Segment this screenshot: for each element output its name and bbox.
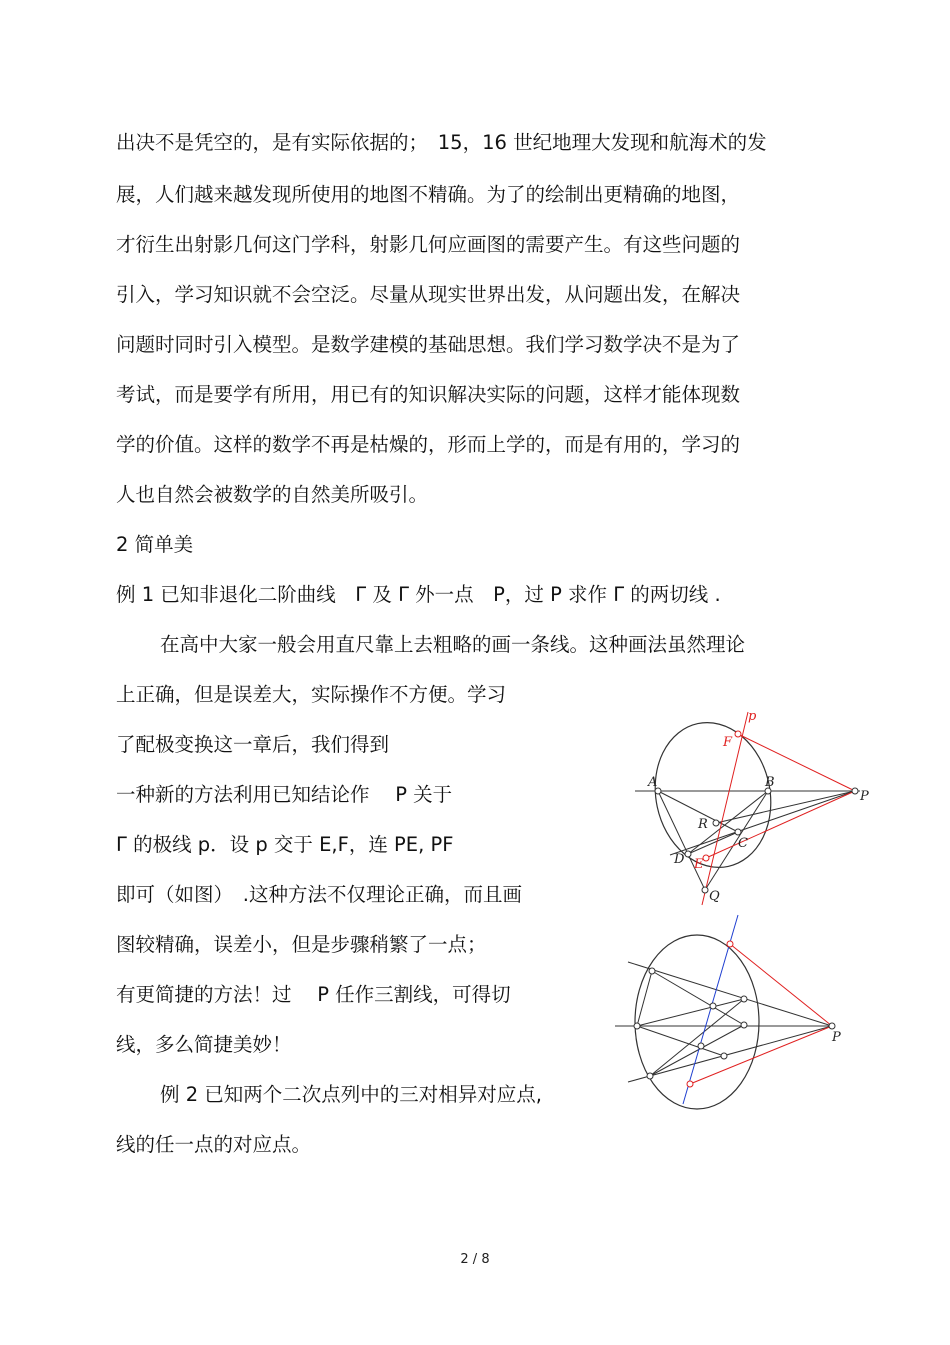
label-E: E bbox=[694, 857, 704, 872]
body-line: 即可（如图） .这种方法不仅理论正确，而且画 bbox=[116, 883, 522, 906]
paragraph-line: 才衍生出射影几何这门学科，射影几何应画图的需要产生。有这些问题的 bbox=[116, 233, 741, 256]
paragraph-line: 学的价值。这样的数学不再是枯燥的，形而上学的，而是有用的，学习的 bbox=[116, 433, 741, 456]
body-line: 了配极变换这一章后，我们得到 bbox=[116, 733, 390, 756]
intersection-point bbox=[710, 1003, 716, 1009]
label-R: R bbox=[698, 817, 708, 832]
label-A: A bbox=[648, 775, 658, 790]
conic-point bbox=[634, 1023, 640, 1029]
body-line: 线，多么简捷美妙！ bbox=[116, 1033, 292, 1056]
secant-line bbox=[716, 791, 855, 823]
point-E bbox=[703, 855, 709, 861]
paragraph-line: 出决不是凭空的，是有实际依据的； 15，16 世纪地理大发现和航海术的发 bbox=[116, 131, 767, 154]
paragraph-line: 展，人们越来越发现所使用的地图不精确。为了的绘制出更精确的地图， bbox=[116, 183, 741, 206]
three-secant-figure bbox=[610, 912, 870, 1112]
secant-line bbox=[628, 1026, 832, 1082]
secant-line bbox=[652, 971, 744, 1025]
label-C: C bbox=[738, 836, 748, 851]
secant-line bbox=[658, 791, 705, 890]
body-line: 一种新的方法利用已知结论作 P 关于 bbox=[116, 783, 453, 806]
point-F bbox=[735, 731, 741, 737]
point-Q bbox=[702, 887, 708, 893]
label-p: p bbox=[748, 709, 757, 724]
secant-line bbox=[650, 1025, 744, 1076]
secant-line bbox=[705, 791, 768, 890]
tangent-line bbox=[690, 1026, 832, 1084]
tangent-line bbox=[730, 944, 832, 1026]
tangent-line bbox=[738, 734, 855, 791]
example-2-continuation: 线的任一点的对应点。 bbox=[116, 1133, 312, 1156]
paragraph-line: 人也自然会被数学的自然美所吸引。 bbox=[116, 483, 429, 506]
point-R bbox=[713, 820, 719, 826]
conic-point bbox=[649, 968, 655, 974]
section-heading: 2 简单美 bbox=[116, 533, 194, 556]
body-line: 图较精确，误差小，但是步骤稍繁了一点； bbox=[116, 933, 487, 956]
label-F: F bbox=[723, 735, 733, 750]
conic-point bbox=[647, 1073, 653, 1079]
point-P bbox=[829, 1023, 835, 1029]
conic-point bbox=[721, 1053, 727, 1059]
conic-point bbox=[741, 1022, 747, 1028]
example-1: 例 1 已知非退化二阶曲线 Γ 及 Γ 外一点 P，过 P 求作 Γ 的两切线 . bbox=[116, 583, 721, 606]
point-P bbox=[852, 788, 858, 794]
intersection-point bbox=[698, 1043, 704, 1049]
point-C bbox=[735, 829, 741, 835]
label-P: P bbox=[860, 789, 869, 804]
body-line: 有更简捷的方法！过 P 任作三割线，可得切 bbox=[116, 983, 511, 1006]
secant-line bbox=[637, 971, 652, 1026]
polar-construction-figure bbox=[620, 700, 880, 915]
conic-point bbox=[741, 996, 747, 1002]
example-2: 例 2 已知两个二次点列中的三对相异对应点, bbox=[160, 1083, 543, 1106]
paragraph-line: 引入，学习知识就不会空泛。尽量从现实世界出发，从问题出发，在解决 bbox=[116, 283, 741, 306]
paragraph-line: 问题时同时引入模型。是数学建模的基础思想。我们学习数学决不是为了 bbox=[116, 333, 741, 356]
tangent-point bbox=[687, 1081, 693, 1087]
body-line: Γ 的极线 p．设 p 交于 E,F，连 PE, PF bbox=[116, 833, 454, 856]
paragraph-line: 考试，而是要学有所用，用已有的知识解决实际的问题，这样才能体现数 bbox=[116, 383, 741, 406]
body-line: 在高中大家一般会用直尺靠上去粗略的画一条线。这种画法虽然理论 bbox=[160, 633, 746, 656]
label-P: P bbox=[832, 1030, 841, 1045]
label-Q: Q bbox=[709, 889, 720, 904]
label-B: B bbox=[765, 775, 775, 790]
tangent-point bbox=[727, 941, 733, 947]
point-D bbox=[685, 851, 691, 857]
page-number: 2 / 8 bbox=[460, 1252, 490, 1267]
tangent-line bbox=[706, 791, 855, 858]
body-line: 上正确，但是误差大，实际操作不方便。学习 bbox=[116, 683, 507, 706]
label-D: D bbox=[674, 852, 685, 867]
